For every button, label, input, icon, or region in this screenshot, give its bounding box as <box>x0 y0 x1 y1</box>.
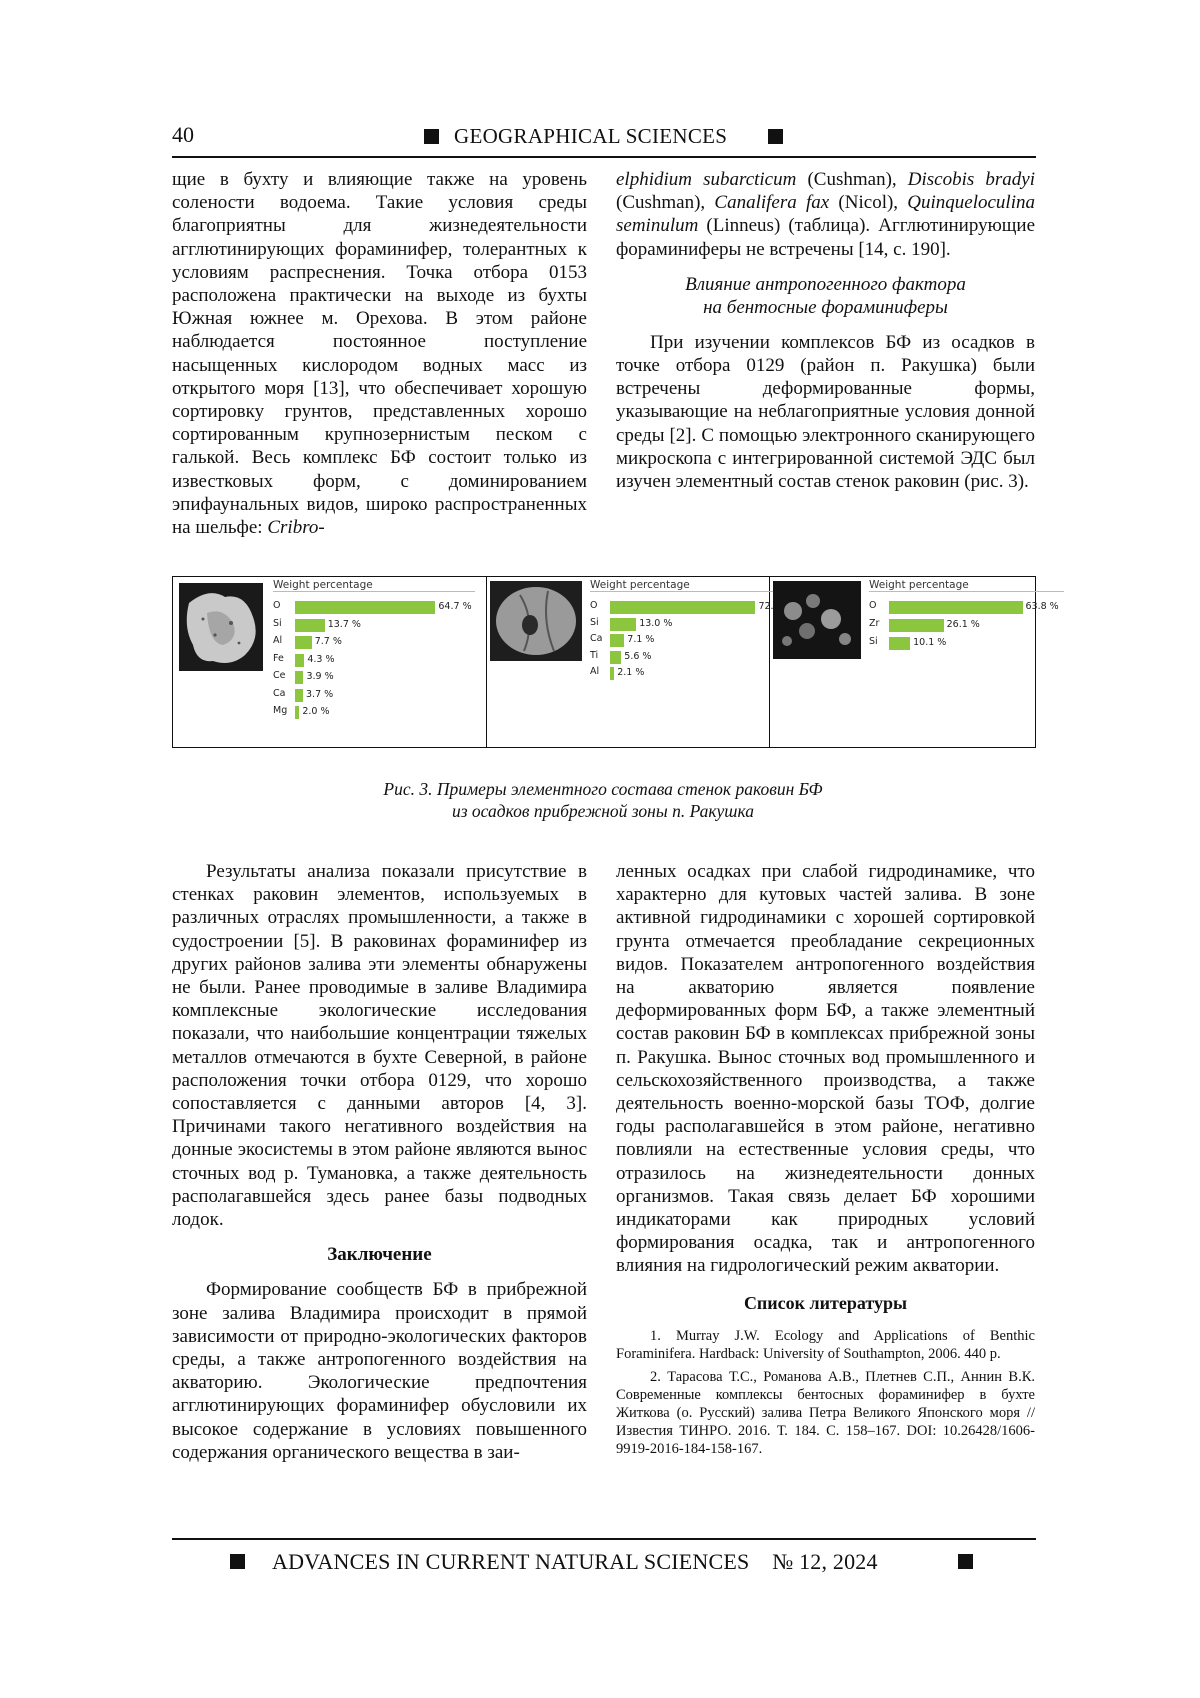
page-footer <box>172 1538 1036 1580</box>
paragraph: Формирование сообществ БФ в прибрежной зоне залива Владимира происходит в прямой зависимости от природно-экологических факторов среды, а также антропогенного воздействия на акваторию. Экологические предпочтения агглютинирующих фораминифер обусловили их высокое содержание в условиях повышенного содержания органического вещества в заи- <box>172 1278 587 1464</box>
bar-value-label: 63.8 % <box>1026 601 1059 612</box>
bar <box>295 601 435 614</box>
bar-value-label: 64.7 % <box>438 601 471 612</box>
bar-value-label: 3.7 % <box>306 689 333 700</box>
chart-title: Weight percentage <box>869 579 1064 592</box>
bar-category-label: Ti <box>590 650 610 661</box>
bar-category-label: Zr <box>869 618 889 629</box>
figure-panel-3 <box>769 577 1035 747</box>
square-bullet-icon <box>958 1554 973 1569</box>
bar <box>295 689 303 702</box>
page-header <box>172 120 1036 158</box>
bar-row <box>273 652 485 668</box>
figure-panel-1 <box>173 577 487 747</box>
top-left-column <box>172 168 587 539</box>
bar-row <box>590 616 790 632</box>
bar-category-label: Ca <box>590 633 610 644</box>
chart-panel-1 <box>273 579 478 739</box>
species-name: Canalifera fax <box>714 192 829 213</box>
sem-image <box>179 583 263 671</box>
bar-row <box>273 599 485 615</box>
square-bullet-icon <box>230 1554 245 1569</box>
bar <box>295 671 303 684</box>
bar-value-label: 7.7 % <box>315 636 342 647</box>
bottom-right-column <box>616 860 1035 1463</box>
bar <box>610 601 755 614</box>
bar-row <box>869 617 1074 633</box>
species-name: Discobis bradyi <box>908 169 1035 190</box>
bottom-left-column <box>172 860 587 1464</box>
section-subheading: Влияние антропогенного фактора на бентосные фораминиферы <box>616 273 1035 319</box>
bar-row <box>869 635 1074 651</box>
bar-category-label: Ce <box>273 670 293 681</box>
paragraph: ленных осадках при слабой гидродинамике, что характерно для кутовых частей залива. В зоне активной гидродинамики с хорошей сортировкой грунта отмечается преобладание секреционных видов. Показателем антропогенного воздействия на акваторию является появление деформированных форм БФ, а также элементный состав раковин БФ в комплексах прибрежной зоны п. Ракушка. Вынос сточных вод промышленного и сельскохозяйственного производства, а также деятельность военно-морской базы ТОФ, долгие годы располагавшейся в этом районе, негативно повлияли на естественные условия среды, что отразилось на жизнедеятельности донных организмов. Такая связь делает БФ хорошими индикаторами как природных условий формирования осадка, так и антропогенного влияния на гидрологический режим акватории. <box>616 860 1035 1278</box>
figure-caption: Рис. 3. Примеры элементного состава стенок раковин БФ из осадков прибрежной зоны п. Ракушка <box>172 778 1034 822</box>
species-name: Cribro- <box>267 517 324 538</box>
sem-image <box>490 581 582 661</box>
chart-panel-3 <box>869 579 1029 659</box>
bar <box>610 651 621 664</box>
reference-item: 2. Тарасова Т.С., Романова А.В., Плетнев С.П., Аннин В.К. Современные комплексы бентосных фораминифер в бухте Житкова (о. Русский) залива Петра Великого Японского моря // Известия ТИНРО. 2016. Т. 184. С. 158–167. DOI: 10.26428/1606-9919-2016-184-158-167. <box>616 1368 1035 1458</box>
bar-value-label: 13.0 % <box>639 618 672 629</box>
page-number: 40 <box>172 122 194 148</box>
square-bullet-icon <box>424 129 439 144</box>
bar <box>295 654 304 667</box>
figure-panel-2 <box>486 577 770 747</box>
bar <box>295 619 325 632</box>
bar-row <box>273 669 485 685</box>
bar-row <box>273 634 485 650</box>
bar-category-label: Ca <box>273 688 293 699</box>
bar-row <box>590 665 790 681</box>
bar <box>610 667 614 680</box>
species-name: Quinqueloculina seminulum <box>616 192 1035 236</box>
bar-category-label: O <box>273 600 293 611</box>
reference-item: 1. Murray J.W. Ecology and Applications of Benthic Foraminifera. Hardback: University of Southampton, 2006. 440 p. <box>616 1327 1035 1363</box>
chart-title: Weight percentage <box>590 579 780 592</box>
bar <box>610 618 636 631</box>
paragraph: щие в бухту и влияющие также на уровень солености водоема. Такие условия среды благоприятны для жизнедеятельности агглютинирующих фораминифер, толерантных к условиям распреснения. Точка отбора 0153 расположена практически на выходе из бухты Южная южнее м. Орехова. В этом районе наблюдается постоянное поступление насыщенных кислородом водных масс из открытого моря [13], что обеспечивает хорошую сортировку грунтов, представленных хорошо сортированным крупнозернистым песком с галькой. Весь комплекс БФ состоит только из известковых форм, с доминированием эпифаунальных видов, широко распространенных на шельфе: Cribro- <box>172 168 587 539</box>
bar-row <box>869 599 1074 615</box>
bar-value-label: 26.1 % <box>947 619 980 630</box>
journal-title: ADVANCES IN CURRENT NATURAL SCIENCES № 12, 2024 <box>272 1549 878 1575</box>
bar-value-label: 7.1 % <box>627 634 654 645</box>
running-head: GEOGRAPHICAL SCIENCES <box>454 124 727 149</box>
bar-category-label: Si <box>273 618 293 629</box>
bar-value-label: 5.6 % <box>624 651 651 662</box>
bar <box>889 619 944 632</box>
bar-category-label: Mg <box>273 705 293 716</box>
bar-value-label: 2.1 % <box>617 667 644 678</box>
bar-category-label: Si <box>590 617 610 628</box>
bar-value-label: 3.9 % <box>306 671 333 682</box>
bar <box>889 601 1023 614</box>
top-right-column <box>616 168 1035 493</box>
paragraph: При изучении комплексов БФ из осадков в точке отбора 0129 (район п. Ракушка) были встречены деформированные формы, указывающие на неблагоприятные условия донной среды [2]. С помощью электронного сканирующего микроскопа с интегрированной системой ЭДС был изучен элементный состав стенок раковин (рис. 3). <box>616 331 1035 493</box>
bar-row <box>273 704 485 720</box>
bar <box>295 706 299 719</box>
bar-category-label: Al <box>590 666 610 677</box>
bar-category-label: O <box>869 600 889 611</box>
figure-3 <box>172 576 1036 748</box>
chart-panel-2 <box>590 579 762 689</box>
chart-title: Weight percentage <box>273 579 475 592</box>
bar-row <box>273 687 485 703</box>
bar <box>295 636 312 649</box>
bar-category-label: Al <box>273 635 293 646</box>
bar-row <box>590 599 790 615</box>
bar-value-label: 2.0 % <box>302 706 329 717</box>
bar-category-label: Fe <box>273 653 293 664</box>
references-title: Список литературы <box>616 1292 1035 1315</box>
bar-row <box>590 649 790 665</box>
section-title: Заключение <box>172 1243 587 1266</box>
bar-value-label: 4.3 % <box>307 654 334 665</box>
bar-category-label: Si <box>869 636 889 647</box>
paragraph: Результаты анализа показали присутствие в стенках раковин элементов, используемых в различных отраслях промышленности, а также в судостроении [5]. В раковинах фораминифер из других районов залива эти элементы обнаружены не были. Ранее проводимые в заливе Владимира комплексные экологические исследования показали, что наибольшие концентрации тяжелых металлов отмечаются в бухте Северной, в районе расположения точки отбора 0129, что хорошо сопоставляется с данными авторов [4, 3]. Причинами такого негативного воздействия на донные экосистемы в этом районе являются вынос сточных вод р. Тумановка, а также деятельность располагавшейся здесь ранее базы подводных лодок. <box>172 860 587 1231</box>
bar-row <box>273 617 485 633</box>
bar-category-label: O <box>590 600 610 611</box>
bar <box>610 634 624 647</box>
bar <box>889 637 910 650</box>
species-name: elphidium subarcticum <box>616 169 796 190</box>
issue-number: № 12, 2024 <box>772 1549 878 1574</box>
sem-image <box>773 581 861 659</box>
square-bullet-icon <box>768 129 783 144</box>
bar-row <box>590 632 790 648</box>
bar-value-label: 13.7 % <box>328 619 361 630</box>
bar-value-label: 10.1 % <box>913 637 946 648</box>
paragraph: elphidium subarcticum (Cushman), Discobis bradyi (Cushman), Canalifera fax (Nicol), Quinqueloculina seminulum (Linneus) (таблица). Агглютинирующие фораминиферы не встречены [14, с. 190]. <box>616 168 1035 261</box>
